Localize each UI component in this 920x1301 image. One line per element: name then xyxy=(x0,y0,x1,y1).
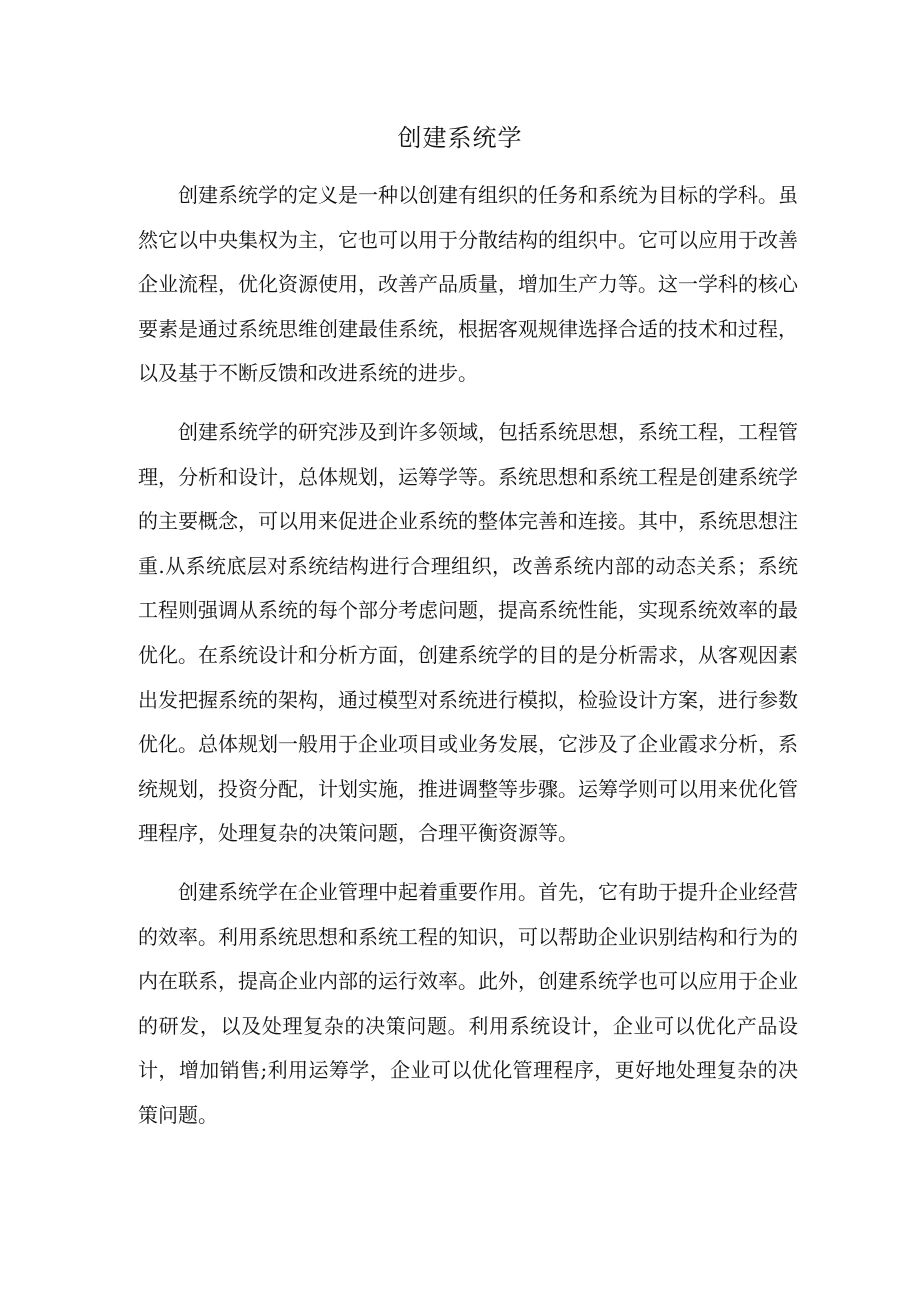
document-title: 创建系统学 xyxy=(397,124,523,152)
paragraph-management-role: 创建系统学在企业管理中起着重要作用。首先，它有助于提升企业经营的效率。利用系统思想和系统工程的知识，可以帮助企业识别结构和行为的内在联系，提高企业内部的运行效率。此外，创建系统学也可以应用于企业的研发，以及处理复杂的决策问题。利用系统设计，企业可以优化产品设计，增加销售;利用运筹学，企业可以优化管理程序，更好地处理复杂的决策问题。 xyxy=(138,879,798,1127)
paragraph-research-fields: 创建系统学的研究涉及到许多领域，包括系统思想，系统工程，工程管理，分析和设计，总体规划，运筹学等。系统思想和系统工程是创建系统学的主要概念，可以用来促进企业系统的整体完善和连接。其中，系统思想注重.从系统底层对系统结构进行合理组织，改善系统内部的动态关系；系统工程则强调从系统的每个部分考虑问题，提高系统性能，实现系统效率的最优化。在系统设计和分析方面，创建系统学的目的是分析需求，从客观因素出发把握系统的架构，通过模型对系统进行模拟，检验设计方案，进行参数优化。总体规划一般用于企业项目或业务发展，它涉及了企业霞求分析，系统规划，投资分配，计划实施，推进调整等步骤。运筹学则可以用来优化管理程序，处理复杂的决策问题，合理平衡资源等。 xyxy=(138,419,798,846)
paragraph-definition: 创建系统学的定义是一种以创建有组织的任务和系统为目标的学科。虽然它以中央集权为主，它也可以用于分散结构的组织中。它可以应用于改善企业流程，优化资源使用，改善产品质量，增加生产力等。这一学科的核心要素是通过系统思维创建最佳系统，根据客观规律选择合适的技术和过程，以及基于不断反馈和改进系统的进步。 xyxy=(138,183,798,386)
document-body xyxy=(138,173,798,1151)
